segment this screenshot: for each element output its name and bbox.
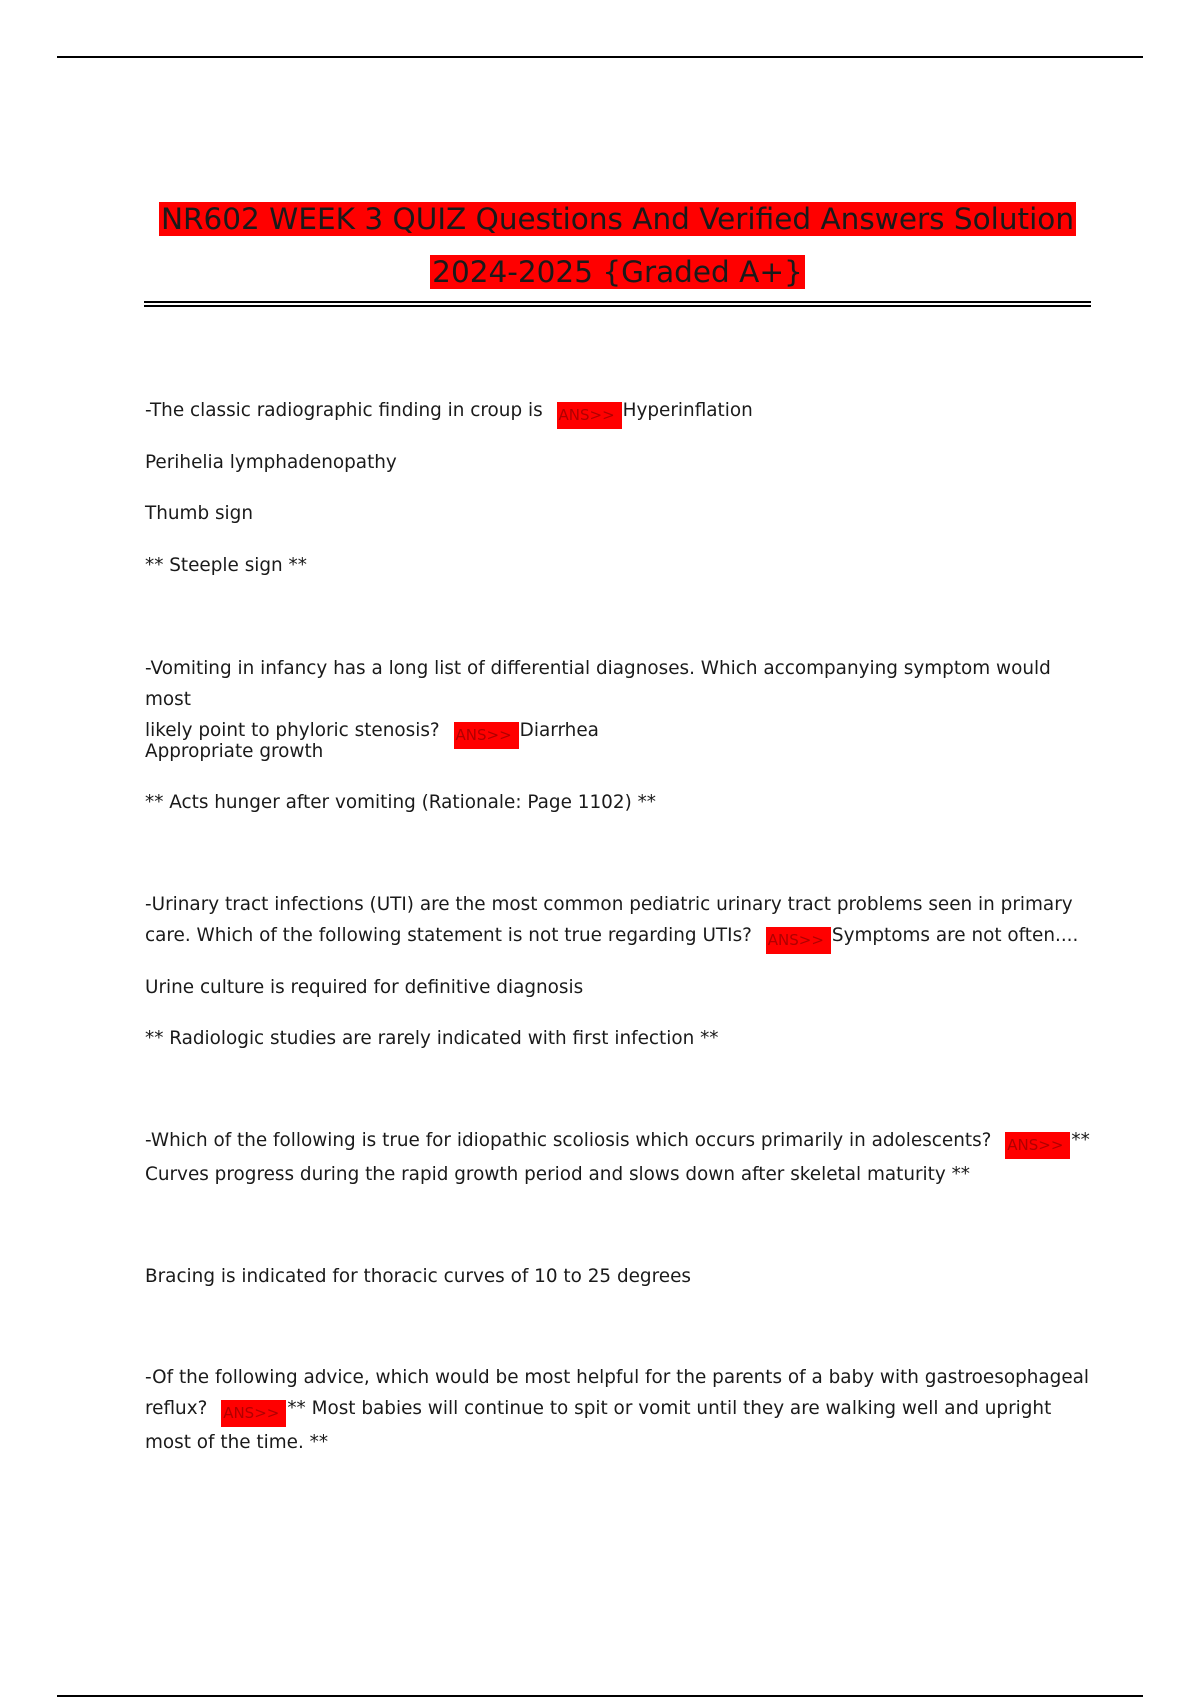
question-4-answer: ** [1071,1130,1090,1151]
question-3-answer: Symptoms are not often.... [831,925,1079,946]
question-1-option: Thumb sign [145,503,254,524]
title-line-1: NR602 WEEK 3 QUIZ Questions And Verified Answers Solution [160,202,1075,236]
question-5-line-1: -Of the following advice, which would be most helpful for the parents of a baby with gastroesophageal [145,1367,1090,1388]
question-2-answer: Diarrhea [519,720,599,741]
question-2 [145,653,1090,749]
question-5 [145,1362,1089,1458]
question-4-answer-line-2: Curves progress during the rapid growth period and slows down after skeletal maturity ** [145,1164,971,1185]
question-2-line-2: likely point to phyloric stenosis? [145,720,446,741]
answer-marker: ANS>> [766,927,831,954]
question-3-option: ** Radiologic studies are rarely indicated with first infection ** [145,1028,719,1049]
answer-marker: ANS>> [454,722,519,749]
title-double-rule [144,301,1091,307]
question-4-line-1: -Which of the following is true for idiopathic scoliosis which occurs primarily in adolescents? [145,1130,998,1151]
question-1-option: ** Steeple sign ** [145,555,307,576]
answer-marker: ANS>> [221,1400,286,1427]
question-1-text: -The classic radiographic finding in croup is [145,400,549,421]
question-2-option: ** Acts hunger after vomiting (Rationale: Page 1102) ** [145,792,656,813]
question-4 [145,1125,1090,1190]
question-5-line-2: reflux? [145,1398,214,1419]
question-3-option: Urine culture is required for definitive diagnosis [145,977,584,998]
question-1-answer: Hyperinflation [622,400,753,421]
question-5-answer: ** Most babies will continue to spit or vomit until they are walking well and upright [287,1398,1052,1419]
question-4-option: Bracing is indicated for thoracic curves of 10 to 25 degrees [145,1266,691,1287]
question-3 [145,889,1078,954]
page-bottom-rule [57,1695,1143,1697]
question-1-option: Perihelia lymphadenopathy [145,452,397,473]
document-title [140,193,1095,299]
title-line-2: 2024-2025 {Graded A+} [432,255,803,289]
answer-marker: ANS>> [557,402,622,429]
question-1 [145,395,753,429]
question-2-option: Appropriate growth [145,741,324,762]
answer-marker: ANS>> [1005,1132,1070,1159]
question-2-line-1: -Vomiting in infancy has a long list of differential diagnoses. Which accompanying symptom would most [145,658,1051,710]
question-3-line-2: care. Which of the following statement is not true regarding UTIs? [145,925,758,946]
question-3-line-1: -Urinary tract infections (UTI) are the most common pediatric urinary tract problems seen in primary [145,894,1073,915]
question-5-answer-line-3: most of the time. ** [145,1432,329,1453]
page-top-rule [57,56,1143,58]
